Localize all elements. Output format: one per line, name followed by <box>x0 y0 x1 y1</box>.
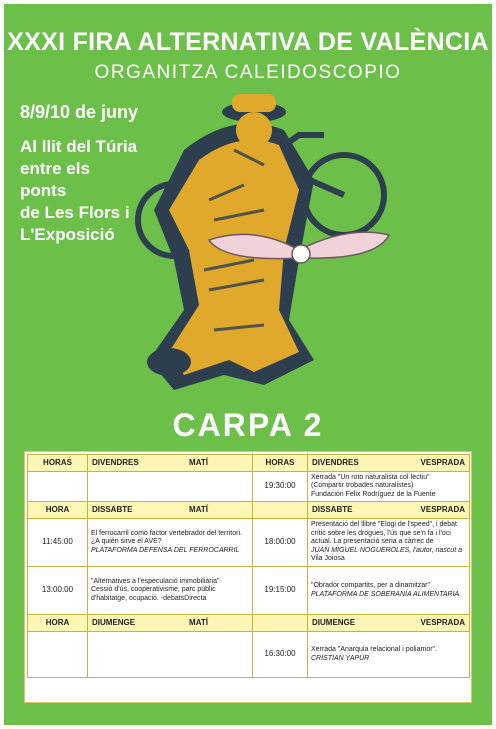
event-cell <box>88 519 253 567</box>
schedule-table-frame <box>24 451 472 703</box>
event-cell <box>88 567 253 615</box>
day-label: DISSABTE <box>92 504 133 514</box>
event-cell <box>88 472 253 502</box>
time-cell: 18:00:00 <box>253 519 308 567</box>
event-text: JUAN MIGUEL NOGUEROLES, l'autor, nascut a <box>311 546 462 554</box>
hours-header <box>253 502 308 519</box>
hours-header: HORA <box>28 615 88 632</box>
time-cell: 16:30:00 <box>253 632 308 678</box>
period-label: MATÍ <box>189 457 208 467</box>
event-text: ¿A quién sirve el AVE? <box>91 538 162 546</box>
saturday-afternoon-header <box>308 502 470 519</box>
sunday-afternoon-header <box>308 615 470 632</box>
day-label: DIUMENGE <box>92 617 136 627</box>
poster <box>4 4 492 725</box>
event-text: Xerrada "Anarquia relacional i poliamor". <box>311 646 437 653</box>
location-line: L'Exposició <box>20 225 115 244</box>
time-cell: 11:45:00 <box>28 519 88 567</box>
period-label: VESPRADA <box>420 617 465 627</box>
schedule-table <box>27 454 470 678</box>
schedule-row <box>28 632 470 678</box>
event-text: "Alternatives a l'especulació immobiliària" <box>91 577 220 585</box>
event-cell <box>308 632 470 678</box>
period-label: VESPRADA <box>420 504 465 514</box>
fair-title: XXXI FIRA ALTERNATIVA DE VALÈNCIA <box>7 28 489 56</box>
friday-afternoon-header <box>308 455 470 472</box>
period-label: MATÍ <box>189 504 208 514</box>
friday-header-row <box>28 455 470 472</box>
event-cell <box>308 519 470 567</box>
event-cell <box>308 472 470 502</box>
event-text: Vila Joiosa <box>311 555 345 563</box>
event-organizer <box>311 591 466 600</box>
event-text: d'habitatge, ocupació. -debatsDirecta <box>91 594 207 602</box>
saturday-header-row <box>28 502 470 519</box>
time-cell <box>28 472 88 502</box>
day-label: DIVENDRES <box>92 457 139 467</box>
time-cell: 13:00:00 <box>28 567 88 615</box>
event-text: actual. La presentació seria a càrrec de <box>311 538 434 546</box>
location-line: entre els ponts <box>20 159 90 200</box>
time-cell: 19:15:00 <box>253 567 308 615</box>
hours-header: HORAS <box>28 455 88 472</box>
event-text: crític sobre les drogues, l'ús que se'n fa i l'oci <box>311 529 451 537</box>
event-dates: 8/9/10 de juny <box>20 102 139 122</box>
organizer-line: ORGANITZA CALEIDOSCOPIO <box>94 62 402 83</box>
event-text: Fundación Felix Rodríguez de la Fuente <box>311 490 436 498</box>
hours-header <box>253 615 308 632</box>
hours-header: HORAS <box>253 455 308 472</box>
sunday-header-row <box>28 615 470 632</box>
location-line: de Les Flors i <box>20 203 130 222</box>
day-label: DISSABTE <box>312 504 353 514</box>
event-text: "Obrador compartits, per a dinamitzar" <box>311 582 430 589</box>
cyclist-illustration <box>114 90 399 395</box>
schedule-row <box>28 519 470 567</box>
time-cell <box>28 632 88 678</box>
event-organizer <box>311 547 466 556</box>
event-text: Xerrada "Un roto naturalista col·lectiu" <box>311 473 430 481</box>
friday-morning-header <box>88 455 253 472</box>
schedule-row <box>28 567 470 615</box>
time-cell: 19:30:00 <box>253 472 308 502</box>
event-cell <box>308 567 470 615</box>
event-cell <box>88 632 253 678</box>
day-label: DIUMENGE <box>312 617 356 627</box>
schedule-row <box>28 472 470 502</box>
sunday-morning-header <box>88 615 253 632</box>
location-line: Al llit del Túria <box>20 137 138 156</box>
period-label: MATÍ <box>189 617 208 627</box>
period-label: VESPRADA <box>420 457 465 467</box>
event-text: Cessió d'ús, cooperativisme, parc públic <box>91 586 216 594</box>
event-text: El ferrocarril como factor vertebrador del territori. <box>91 529 242 537</box>
event-text: Presentació del llibre "Elogi de l'speed", i debat <box>311 521 458 529</box>
event-text: CRISTIAN YAPUR <box>311 654 370 662</box>
event-text: PLATAFORMA DEFENSA DEL FERROCARRIL <box>91 546 240 554</box>
event-organizer <box>311 655 466 664</box>
event-text: PLATAFORMA DE SOBERANÍA ALIMENTARIA <box>311 590 460 598</box>
event-organizer <box>91 547 249 556</box>
day-label: DIVENDRES <box>312 457 359 467</box>
saturday-morning-header <box>88 502 253 519</box>
venue-title: CARPA 2 <box>172 407 324 443</box>
event-text: (Compartir trobades naturalistes) <box>311 482 414 490</box>
hours-header: HORA <box>28 502 88 519</box>
